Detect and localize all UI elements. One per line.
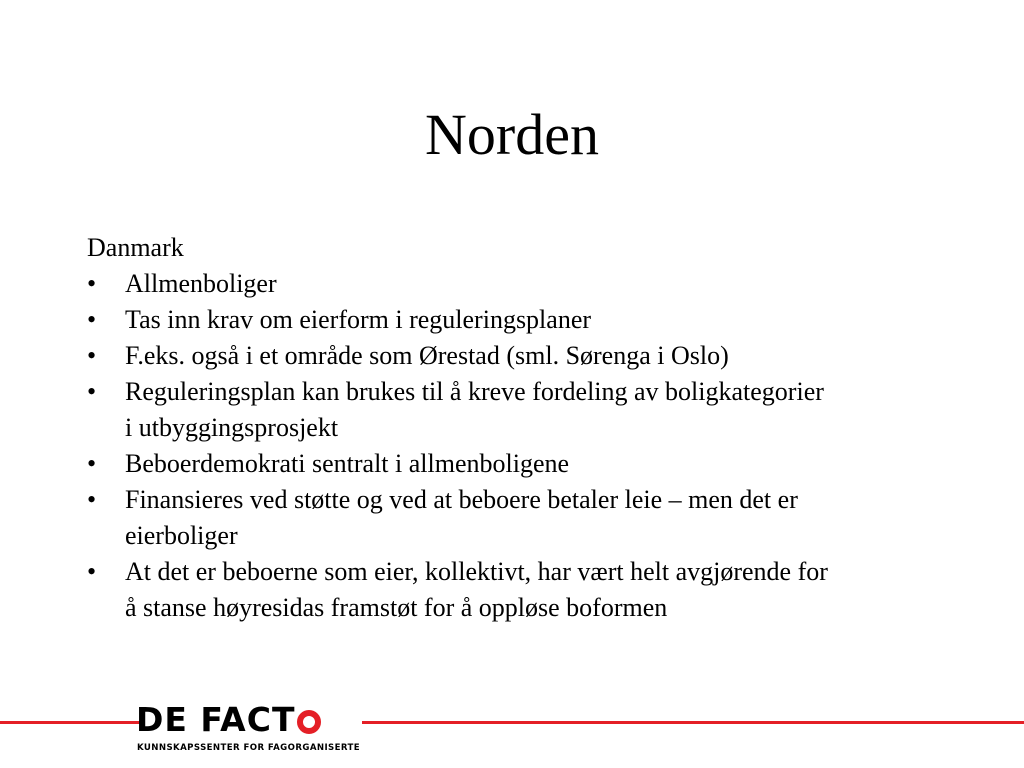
bullet-item bbox=[87, 302, 957, 338]
bullet-text: Tas inn krav om eierform i reguleringsplaner bbox=[125, 305, 592, 334]
bullet-glyph: • bbox=[87, 341, 97, 370]
bullet-glyph: • bbox=[87, 557, 97, 586]
bullet-glyph: • bbox=[87, 305, 97, 334]
bullet-text: Beboerdemokrati sentralt i allmenboligene bbox=[125, 449, 570, 478]
bullet-text-continued: eierboliger bbox=[125, 521, 238, 550]
bullet-item bbox=[87, 338, 957, 374]
logo-ring-icon bbox=[297, 710, 321, 734]
bullet-item bbox=[87, 554, 957, 626]
bullet-glyph: • bbox=[87, 485, 97, 514]
bullet-text: Reguleringsplan kan brukes til å kreve fordeling av boligkategorier bbox=[125, 377, 824, 406]
bullet-item bbox=[87, 374, 957, 446]
de-facto-logo bbox=[136, 700, 364, 755]
bullet-text: F.eks. også i et område som Ørestad (sml. Sørenga i Oslo) bbox=[125, 341, 729, 370]
bullet-glyph: • bbox=[87, 449, 97, 478]
logo-tagline: KUNNSKAPSSENTER FOR FAGORGANISERTE bbox=[137, 743, 361, 753]
bullet-list bbox=[87, 266, 957, 626]
bullet-item bbox=[87, 446, 957, 482]
section-heading: Danmark bbox=[87, 233, 184, 262]
bullet-glyph: • bbox=[87, 269, 97, 298]
footer-divider-right bbox=[362, 721, 1024, 724]
bullet-item bbox=[87, 482, 957, 554]
slide-body bbox=[87, 230, 957, 626]
bullet-glyph: • bbox=[87, 377, 97, 406]
bullet-text: Finansieres ved støtte og ved at beboere betaler leie – men det er bbox=[125, 485, 798, 514]
bullet-text-continued: å stanse høyresidas framstøt for å oppløse boformen bbox=[125, 593, 668, 622]
logo-wordmark-text: DE FACT bbox=[136, 700, 296, 739]
logo-wordmark bbox=[136, 700, 321, 740]
slide-title: Norden bbox=[425, 102, 599, 167]
bullet-text: Allmenboliger bbox=[125, 269, 277, 298]
bullet-text-continued: i utbyggingsprosjekt bbox=[125, 413, 339, 442]
footer-divider-left bbox=[0, 721, 140, 724]
bullet-item bbox=[87, 266, 957, 302]
bullet-text: At det er beboerne som eier, kollektivt, har vært helt avgjørende for bbox=[125, 557, 828, 586]
